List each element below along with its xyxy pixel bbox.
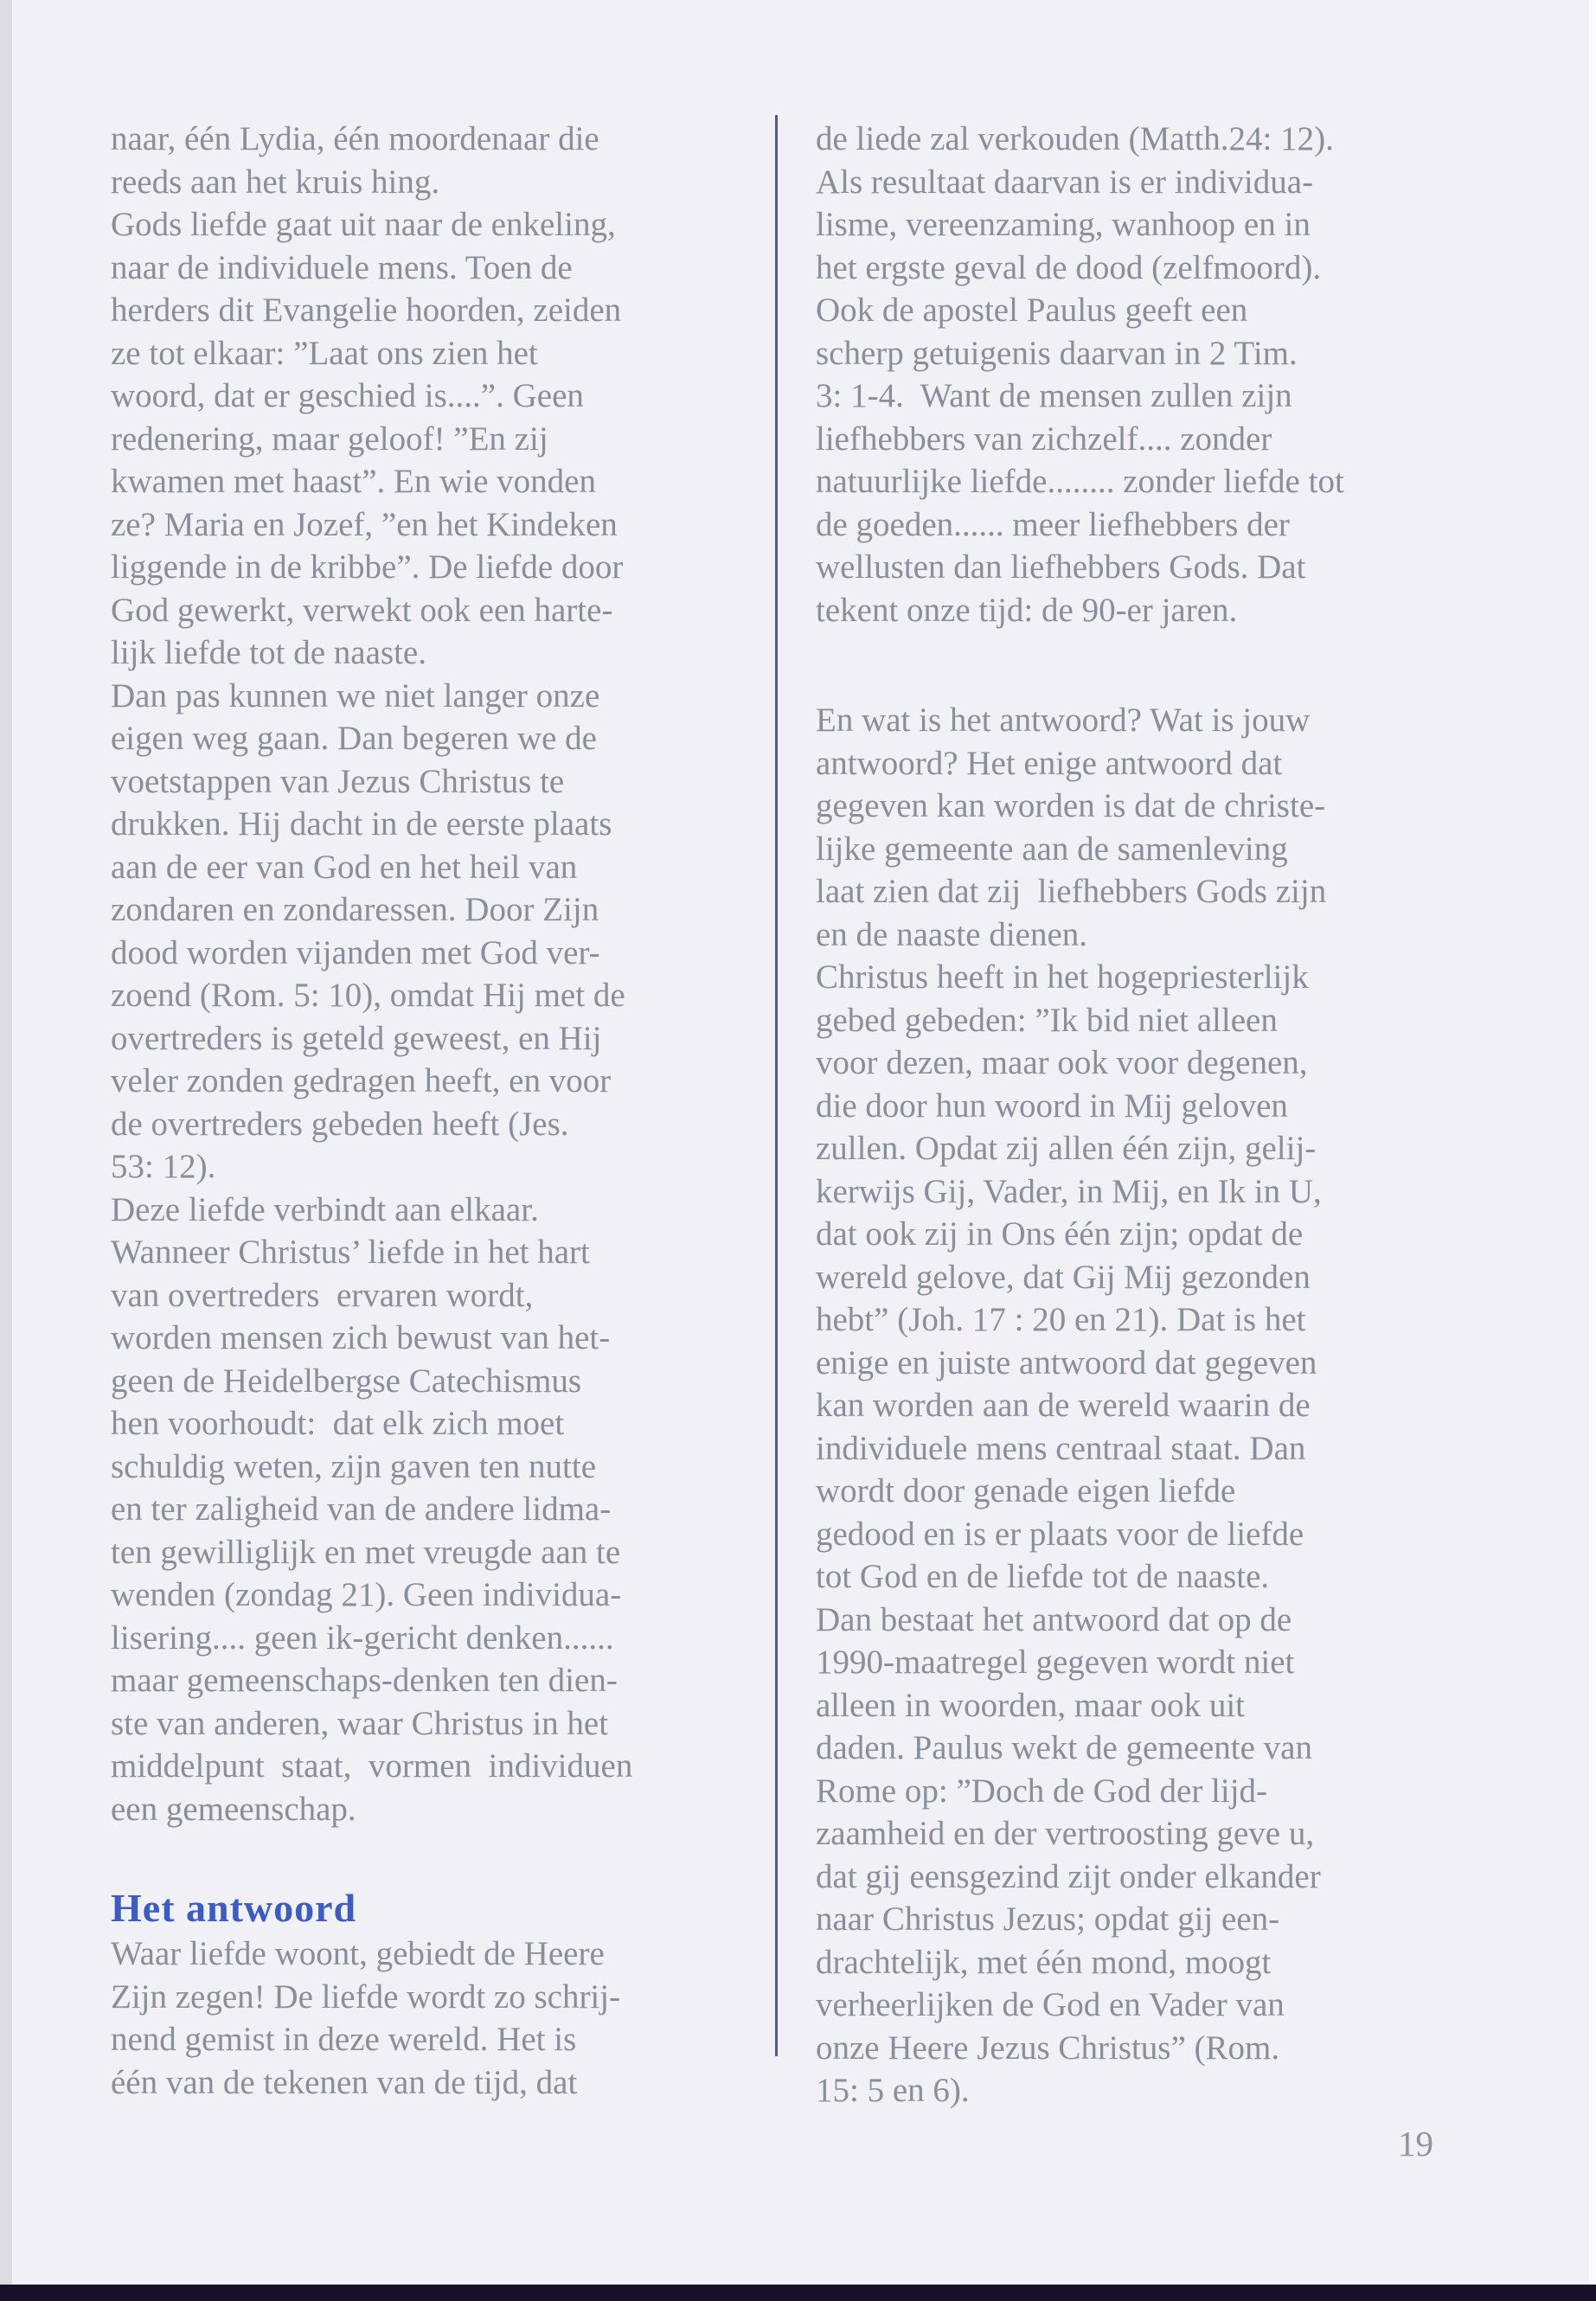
text-line: liefhebbers van zichzelf.... zonder [816, 420, 1272, 458]
page-bottom-bar [0, 2285, 1596, 2301]
paragraph [111, 1932, 781, 2104]
left-text-column [111, 118, 781, 2104]
text-line: gegeven kan worden is dat de christe- [816, 787, 1326, 824]
scan-left-edge [0, 0, 12, 2301]
spacer [816, 631, 1486, 699]
text-line: hen voorhoudt: dat elk zich moet [111, 1405, 565, 1442]
text-line: kerwijs Gij, Vader, in Mij, en Ik in U, [816, 1172, 1322, 1210]
text-line: kan worden aan de wereld waarin de [816, 1387, 1311, 1424]
text-line: herders dit Evangelie hoorden, zeiden [111, 292, 622, 329]
text-line: de liede zal verkouden (Matth.24: 12). [816, 120, 1334, 157]
text-line: lijk liefde tot de naaste. [111, 634, 426, 671]
text-line: en ter zaligheid van de andere lidma- [111, 1490, 612, 1528]
text-line: die door hun woord in Mij geloven [816, 1086, 1288, 1125]
text-line: overtreders is geteld geweest, en Hij [111, 1019, 602, 1057]
text-line: lisme, vereenzaming, wanhoop en in [816, 206, 1311, 243]
text-line: Dan pas kunnen we niet langer onze [111, 676, 600, 715]
text-line: zoend (Rom. 5: 10), omdat Hij met de [111, 977, 625, 1014]
text-line: een gemeenschap. [111, 1790, 356, 1828]
text-line: ze tot elkaar: ”Laat ons zien het [111, 334, 538, 372]
text-line: maar gemeenschaps-denken ten dien- [111, 1662, 618, 1699]
text-line: laat zien dat zij liefhebbers Gods zijn [816, 873, 1327, 910]
text-line: God gewerkt, verwekt ook een harte- [111, 591, 613, 629]
text-line: wereld gelove, dat Gij Mij gezonden [816, 1258, 1311, 1296]
text-line: reeds aan het kruis hing. [111, 163, 440, 201]
text-line: verheerlijken de God en Vader van [816, 1986, 1285, 2023]
text-line: gebed gebeden: ”Ik bid niet alleen [816, 1001, 1278, 1039]
text-line: Wanneer Christus’ liefde in het hart [111, 1234, 590, 1271]
text-line: van overtreders ervaren wordt, [111, 1276, 534, 1314]
text-line: aan de eer van God en het heil van [111, 848, 578, 886]
text-line: drachtelijk, met één mond, moogt [816, 1943, 1272, 1981]
spacer [111, 1830, 781, 1884]
text-line: geen de Heidelbergse Catechismus [111, 1362, 582, 1400]
text-line: nend gemist in deze wereld. Het is [111, 2021, 577, 2058]
text-line: de overtreders gebeden heeft (Jes. [111, 1105, 569, 1143]
paragraph [816, 118, 1486, 631]
text-line: Zijn zegen! De liefde wordt zo schrij- [111, 1977, 621, 2016]
text-line: het ergste geval de dood (zelfmoord). [816, 248, 1322, 286]
text-line: worden mensen zich bewust van het- [111, 1319, 611, 1356]
text-line: zondaren en zondaressen. Door Zijn [111, 891, 599, 928]
text-line: wellusten dan liefhebbers Gods. Dat [816, 548, 1306, 586]
text-line: eigen weg gaan. Dan begeren we de [111, 720, 597, 757]
text-line: enige en juiste antwoord dat gegeven [816, 1343, 1317, 1381]
text-line: natuurlijke liefde........ zonder liefde tot [816, 463, 1344, 500]
text-line: alleen in woorden, maar ook uit [816, 1686, 1246, 1724]
text-line: scherp getuigenis daarvan in 2 Tim. [816, 334, 1298, 372]
text-line: ste van anderen, waar Christus in het [111, 1704, 609, 1742]
text-line: 3: 1-4. Want de mensen zullen zijn [816, 377, 1292, 414]
text-line: ten gewilliglijk en met vreugde aan te [111, 1533, 621, 1571]
text-line: Als resultaat daarvan is er individua- [816, 163, 1314, 201]
text-line: één van de tekenen van de tijd, dat [111, 2063, 578, 2101]
text-line: daden. Paulus wekt de gemeente van [816, 1729, 1312, 1766]
text-line: middelpunt staat, vormen individuen [111, 1747, 633, 1785]
right-text-column [816, 118, 1486, 2112]
text-line: schuldig weten, zijn gaven ten nutte [111, 1447, 597, 1485]
text-line: antwoord? Het enige antwoord dat [816, 744, 1283, 782]
text-line: en de naaste dienen. [816, 915, 1088, 953]
text-line: liggende in de kribbe”. De liefde door [111, 548, 624, 586]
text-line: veler zonden gedragen heeft, en voor [111, 1062, 612, 1099]
text-line: Waar liefde woont, gebiedt de Heere [111, 1935, 605, 1972]
text-line: individuele mens centraal staat. Dan [816, 1429, 1306, 1467]
text-line: 15: 5 en 6). [816, 2072, 970, 2109]
text-line: dat ook zij in Ons één zijn; opdat de [816, 1215, 1304, 1253]
scan-right-edge [1589, 0, 1596, 2301]
text-line: wenden (zondag 21). Geen individua- [111, 1576, 622, 1613]
text-line: Dan bestaat het antwoord dat op de [816, 1600, 1292, 1638]
text-line: 53: 12). [111, 1148, 216, 1185]
paragraph [816, 699, 1486, 2112]
text-line: En wat is het antwoord? Wat is jouw [816, 702, 1311, 739]
page-number: 19 [1398, 2124, 1433, 2163]
text-line: redenering, maar geloof! ”En zij [111, 420, 548, 458]
text-line: tot God en de liefde tot de naaste. [816, 1558, 1270, 1595]
text-line: de goeden...... meer liefhebbers der [816, 505, 1290, 543]
text-line: drukken. Hij dacht in de eerste plaats [111, 805, 612, 843]
text-line: wordt door genade eigen liefde [816, 1472, 1236, 1509]
text-line: kwamen met haast”. En wie vonden [111, 463, 596, 500]
text-line: zullen. Opdat zij allen één zijn, gelij- [816, 1130, 1317, 1167]
text-line: Rome op: ”Doch de God der lijd- [816, 1772, 1268, 1810]
text-line: naar de individuele mens. Toen de [111, 248, 573, 286]
text-line: voor dezen, maar ook voor degenen, [816, 1044, 1308, 1081]
text-line: naar, één Lydia, één moordenaar die [111, 120, 599, 157]
text-line: Gods liefde gaat uit naar de enkeling, [111, 206, 616, 243]
text-line: Deze liefde verbindt aan elkaar. [111, 1190, 539, 1228]
text-line: naar Christus Jezus; opdat gij een- [816, 1900, 1280, 1938]
text-line: tekent onze tijd: de 90-er jaren. [816, 591, 1238, 629]
text-line: onze Heere Jezus Christus” (Rom. [816, 2029, 1280, 2067]
text-line: dood worden vijanden met God ver- [111, 933, 600, 971]
text-line: Christus heeft in het hogepriesterlijk [816, 958, 1309, 996]
text-line: Ook de apostel Paulus geeft een [816, 292, 1248, 329]
text-line: lijke gemeente aan de samenleving [816, 830, 1288, 868]
paragraph [111, 118, 781, 1830]
text-line: dat gij eensgezind zijt onder elkander [816, 1857, 1321, 1895]
section-heading: Het antwoord [111, 1886, 357, 1930]
text-line: hebt” (Joh. 17 : 20 en 21). Dat is het [816, 1301, 1306, 1338]
text-line: lisering.... geen ik-gericht denken...... [111, 1618, 614, 1657]
text-line: voetstappen van Jezus Christus te [111, 762, 565, 800]
text-line: woord, dat er geschied is....”. Geen [111, 377, 584, 414]
text-line: 1990-maatregel gegeven wordt niet [816, 1644, 1295, 1681]
text-line: ze? Maria en Jozef, ”en het Kindeken [111, 505, 618, 543]
text-line: zaamheid en der vertroosting geve u, [816, 1815, 1315, 1852]
text-line: gedood en is er plaats voor de liefde [816, 1515, 1304, 1553]
